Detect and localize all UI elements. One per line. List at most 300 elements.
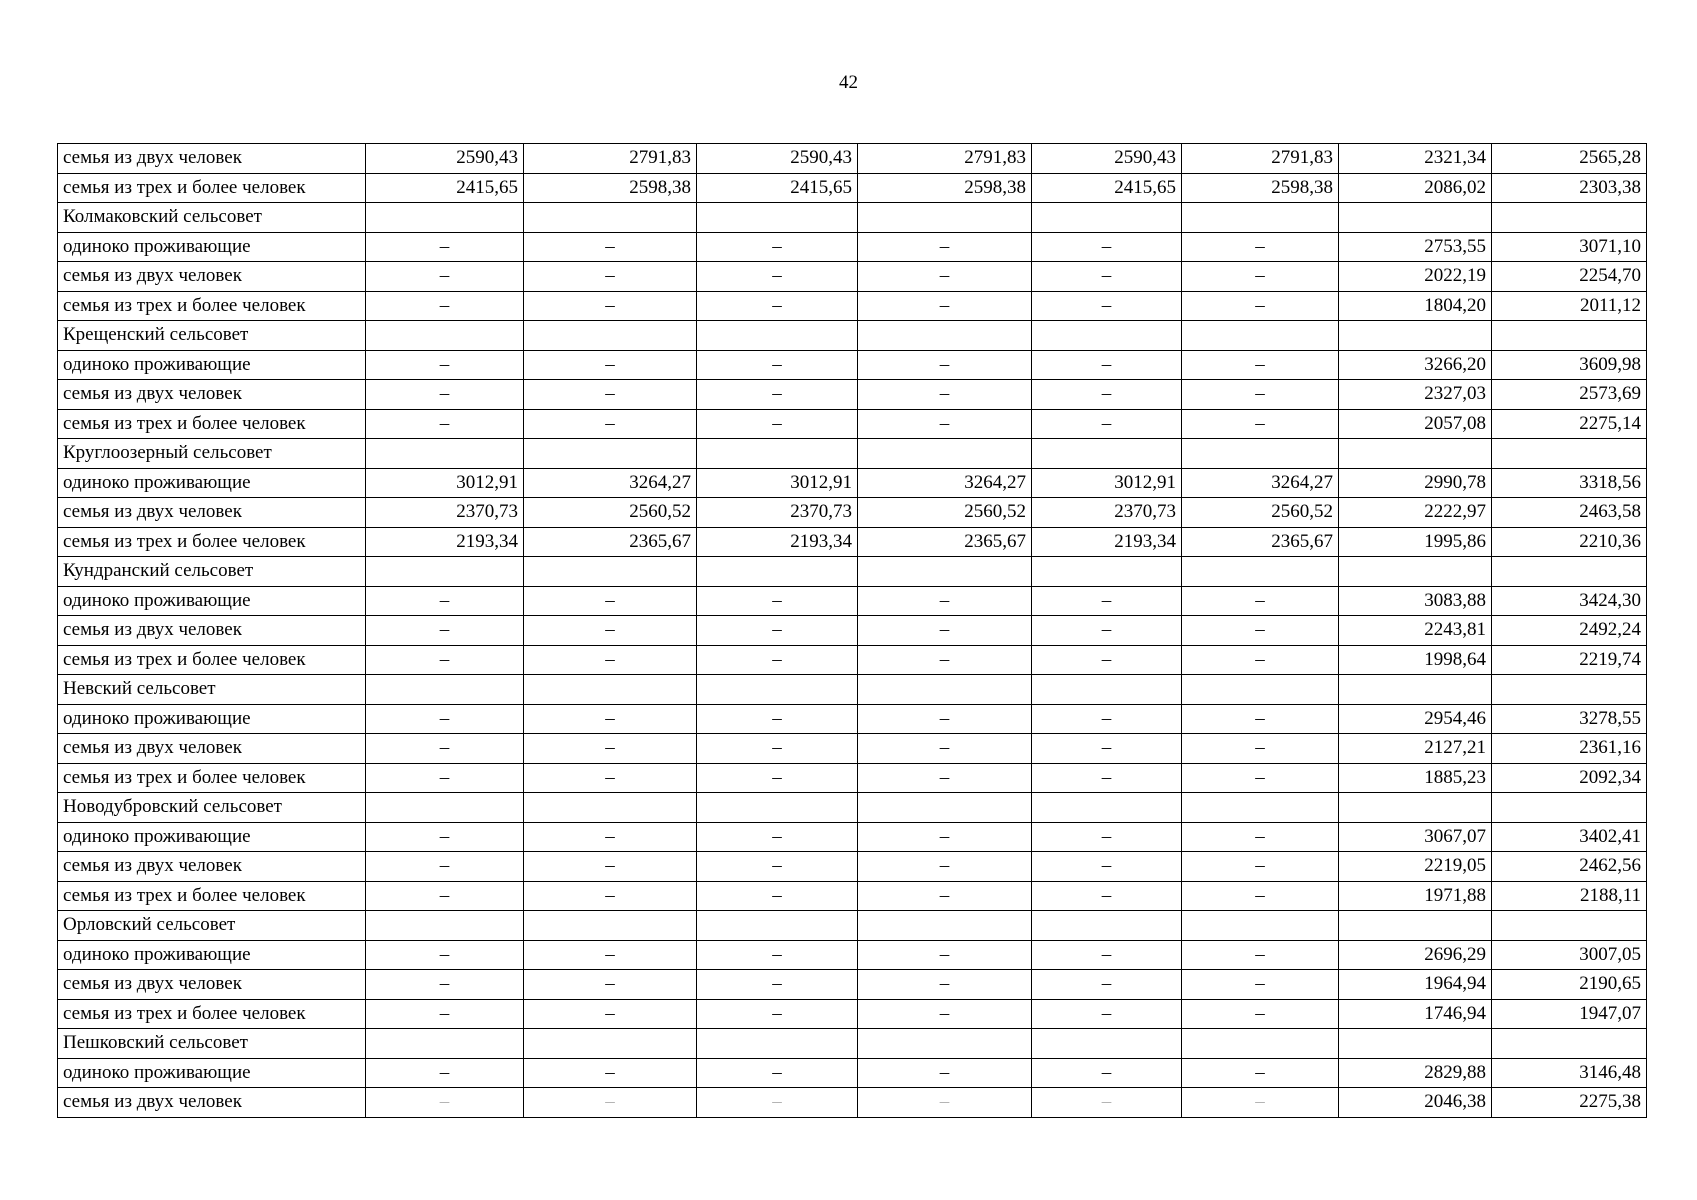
table-cell: – <box>524 380 697 410</box>
table-cell: – <box>858 704 1032 734</box>
table-row <box>58 380 1647 410</box>
row-label: Новодубровский сельсовет <box>58 793 366 823</box>
table-cell: – <box>697 734 858 764</box>
table-cell: – <box>858 734 1032 764</box>
table-cell: – <box>524 645 697 675</box>
table-cell: – <box>858 291 1032 321</box>
table-cell: – <box>366 262 524 292</box>
table-cell: 3146,48 <box>1492 1058 1647 1088</box>
table-cell: 3318,56 <box>1492 468 1647 498</box>
table-cell: – <box>697 763 858 793</box>
table-row <box>58 586 1647 616</box>
table-cell: – <box>858 1088 1032 1118</box>
table-cell: 2011,12 <box>1492 291 1647 321</box>
table-cell: 1746,94 <box>1339 999 1492 1029</box>
table-cell <box>1182 203 1339 233</box>
table-cell: – <box>366 232 524 262</box>
table-cell: 2361,16 <box>1492 734 1647 764</box>
table-cell: – <box>366 734 524 764</box>
table-cell <box>1339 793 1492 823</box>
table-cell: – <box>1032 232 1182 262</box>
table-cell: – <box>1032 734 1182 764</box>
table-cell: – <box>858 645 1032 675</box>
table-cell: – <box>1032 616 1182 646</box>
table-cell: – <box>697 970 858 1000</box>
table-cell: – <box>524 704 697 734</box>
table-row <box>58 852 1647 882</box>
table-cell: 2321,34 <box>1339 144 1492 174</box>
table-cell: – <box>697 291 858 321</box>
table-cell <box>524 557 697 587</box>
table-cell: 2560,52 <box>858 498 1032 528</box>
table-cell: – <box>1032 645 1182 675</box>
table-cell: – <box>366 350 524 380</box>
row-label: одиноко проживающие <box>58 350 366 380</box>
table-cell: 2303,38 <box>1492 173 1647 203</box>
table-cell: 1804,20 <box>1339 291 1492 321</box>
table-cell <box>524 911 697 941</box>
table-cell <box>697 557 858 587</box>
table-row <box>58 1058 1647 1088</box>
table-cell: – <box>366 970 524 1000</box>
row-label: семья из двух человек <box>58 380 366 410</box>
table-cell: 3402,41 <box>1492 822 1647 852</box>
table-cell: – <box>1182 970 1339 1000</box>
table-cell <box>1492 675 1647 705</box>
table-row <box>58 881 1647 911</box>
table-cell <box>858 557 1032 587</box>
table-cell: – <box>366 1058 524 1088</box>
row-label: семья из двух человек <box>58 734 366 764</box>
table-cell: – <box>1182 940 1339 970</box>
table-cell <box>697 793 858 823</box>
table-cell <box>697 1029 858 1059</box>
table-cell: 2365,67 <box>524 527 697 557</box>
table-cell: 1998,64 <box>1339 645 1492 675</box>
table-cell: 2092,34 <box>1492 763 1647 793</box>
table-cell: – <box>697 704 858 734</box>
table-cell <box>858 911 1032 941</box>
table-cell: – <box>858 999 1032 1029</box>
table-cell: – <box>697 380 858 410</box>
table-cell: – <box>858 616 1032 646</box>
table-cell <box>1492 793 1647 823</box>
table-cell: – <box>1182 704 1339 734</box>
table-cell: – <box>1032 291 1182 321</box>
table-cell: – <box>524 262 697 292</box>
table-cell <box>1339 439 1492 469</box>
table-row <box>58 498 1647 528</box>
table-row <box>58 1088 1647 1118</box>
table-cell <box>1032 203 1182 233</box>
table-cell: 2370,73 <box>1032 498 1182 528</box>
table-cell: 2127,21 <box>1339 734 1492 764</box>
table-cell <box>1032 321 1182 351</box>
table-cell: 3071,10 <box>1492 232 1647 262</box>
table-cell: – <box>524 1058 697 1088</box>
table-cell: – <box>1182 1058 1339 1088</box>
row-label: Круглоозерный сельсовет <box>58 439 366 469</box>
table-row <box>58 350 1647 380</box>
table-cell: 2462,56 <box>1492 852 1647 882</box>
table-cell: 3278,55 <box>1492 704 1647 734</box>
table-cell: – <box>524 350 697 380</box>
table-row <box>58 999 1647 1029</box>
row-label: Кундранский сельсовет <box>58 557 366 587</box>
table-cell: 1885,23 <box>1339 763 1492 793</box>
table-cell <box>524 203 697 233</box>
table-cell <box>1182 557 1339 587</box>
table-cell: 2463,58 <box>1492 498 1647 528</box>
table-cell: – <box>366 704 524 734</box>
table-cell <box>1339 675 1492 705</box>
table-cell: – <box>697 999 858 1029</box>
table-cell <box>858 793 1032 823</box>
table-row <box>58 262 1647 292</box>
table-cell <box>1182 1029 1339 1059</box>
table-cell: 3264,27 <box>1182 468 1339 498</box>
table-cell: – <box>858 822 1032 852</box>
table-cell: 2365,67 <box>858 527 1032 557</box>
table-cell: 3609,98 <box>1492 350 1647 380</box>
table-cell <box>858 439 1032 469</box>
table-cell: – <box>858 380 1032 410</box>
table-cell: 3424,30 <box>1492 586 1647 616</box>
table-cell: 3012,91 <box>697 468 858 498</box>
row-label: семья из двух человек <box>58 498 366 528</box>
table-cell: – <box>524 940 697 970</box>
table-cell <box>697 203 858 233</box>
table-cell: – <box>366 852 524 882</box>
table-cell: – <box>858 970 1032 1000</box>
table-cell: – <box>1032 262 1182 292</box>
table-cell: 2254,70 <box>1492 262 1647 292</box>
table-cell: – <box>1182 409 1339 439</box>
table-cell: 2210,36 <box>1492 527 1647 557</box>
table-cell <box>1032 911 1182 941</box>
table-cell: – <box>697 350 858 380</box>
table-cell <box>366 675 524 705</box>
table-row <box>58 439 1647 469</box>
table-row <box>58 1029 1647 1059</box>
table-cell <box>1032 675 1182 705</box>
table-cell <box>1492 439 1647 469</box>
table-cell: 2057,08 <box>1339 409 1492 439</box>
table-cell <box>1339 321 1492 351</box>
table-cell: – <box>1182 763 1339 793</box>
table-cell: 2190,65 <box>1492 970 1647 1000</box>
page-number: 42 <box>839 72 858 93</box>
table-row <box>58 557 1647 587</box>
table-cell: 2492,24 <box>1492 616 1647 646</box>
table-cell: – <box>697 1088 858 1118</box>
table-cell: 2990,78 <box>1339 468 1492 498</box>
table-cell: 2046,38 <box>1339 1088 1492 1118</box>
table-cell <box>524 675 697 705</box>
table-cell <box>1182 793 1339 823</box>
table-cell: – <box>524 291 697 321</box>
table-row <box>58 291 1647 321</box>
table-cell: – <box>1182 262 1339 292</box>
table-cell: 2598,38 <box>1182 173 1339 203</box>
table-cell: 2365,67 <box>1182 527 1339 557</box>
table-cell: – <box>858 852 1032 882</box>
table-cell: 2370,73 <box>366 498 524 528</box>
table-cell: – <box>1032 1058 1182 1088</box>
table-cell: 2560,52 <box>1182 498 1339 528</box>
table-cell <box>1032 439 1182 469</box>
table-cell: 2560,52 <box>524 498 697 528</box>
table-cell: – <box>524 616 697 646</box>
row-label: Крещенский сельсовет <box>58 321 366 351</box>
table-cell: – <box>1182 852 1339 882</box>
table-cell: – <box>524 734 697 764</box>
table-body <box>58 144 1647 1118</box>
table-cell: – <box>1032 1088 1182 1118</box>
table-cell: – <box>1032 940 1182 970</box>
table-cell: – <box>366 616 524 646</box>
table-cell <box>524 793 697 823</box>
table-cell: – <box>1182 734 1339 764</box>
table-cell: – <box>524 999 697 1029</box>
table-cell: 2370,73 <box>697 498 858 528</box>
row-label: семья из двух человек <box>58 262 366 292</box>
table-cell: – <box>1032 704 1182 734</box>
table-cell: – <box>697 409 858 439</box>
table-cell: 2193,34 <box>366 527 524 557</box>
table-row <box>58 793 1647 823</box>
table-cell: 2222,97 <box>1339 498 1492 528</box>
table-cell: – <box>1182 350 1339 380</box>
table-cell <box>858 321 1032 351</box>
table-cell: – <box>1182 380 1339 410</box>
table-cell: – <box>858 1058 1032 1088</box>
table-cell <box>697 321 858 351</box>
table-row <box>58 645 1647 675</box>
row-label: семья из трех и более человек <box>58 999 366 1029</box>
row-label: семья из трех и более человек <box>58 527 366 557</box>
table-cell: – <box>697 940 858 970</box>
table-cell <box>697 675 858 705</box>
table-cell: – <box>1182 586 1339 616</box>
table-cell: – <box>1182 645 1339 675</box>
table-cell: – <box>858 262 1032 292</box>
table-cell <box>1339 1029 1492 1059</box>
table-cell: 3012,91 <box>1032 468 1182 498</box>
table-cell <box>366 321 524 351</box>
row-label: Орловский сельсовет <box>58 911 366 941</box>
table-cell: 2415,65 <box>1032 173 1182 203</box>
table-row <box>58 468 1647 498</box>
table-row <box>58 232 1647 262</box>
table-cell: – <box>858 409 1032 439</box>
table-cell <box>858 1029 1032 1059</box>
table-cell: – <box>366 881 524 911</box>
table-cell <box>1032 793 1182 823</box>
table-cell <box>524 321 697 351</box>
table-cell: – <box>1032 586 1182 616</box>
table-row <box>58 173 1647 203</box>
table-cell: 3266,20 <box>1339 350 1492 380</box>
table-cell <box>366 203 524 233</box>
table-cell: – <box>524 970 697 1000</box>
table-row <box>58 409 1647 439</box>
table-cell: – <box>697 822 858 852</box>
table-cell: – <box>524 763 697 793</box>
table-cell <box>1492 911 1647 941</box>
table-cell: – <box>524 1088 697 1118</box>
table-cell: – <box>1032 999 1182 1029</box>
table-cell <box>1182 439 1339 469</box>
table-cell: 2573,69 <box>1492 380 1647 410</box>
table-cell: – <box>697 852 858 882</box>
table-cell: – <box>366 645 524 675</box>
table-cell <box>1182 675 1339 705</box>
table-cell <box>1492 321 1647 351</box>
table-cell: – <box>858 940 1032 970</box>
row-label: семья из двух человек <box>58 616 366 646</box>
row-label: семья из трех и более человек <box>58 881 366 911</box>
table-row <box>58 203 1647 233</box>
table-cell: – <box>697 262 858 292</box>
table-cell: 2243,81 <box>1339 616 1492 646</box>
table-cell: – <box>524 409 697 439</box>
table-cell: – <box>524 881 697 911</box>
table-cell: 2219,74 <box>1492 645 1647 675</box>
table-cell <box>1339 557 1492 587</box>
table-cell <box>366 439 524 469</box>
table-row <box>58 144 1647 174</box>
table-cell: 1995,86 <box>1339 527 1492 557</box>
row-label: одиноко проживающие <box>58 822 366 852</box>
table-cell <box>524 1029 697 1059</box>
table-cell: 2086,02 <box>1339 173 1492 203</box>
table-cell: – <box>858 232 1032 262</box>
table-cell: – <box>697 1058 858 1088</box>
table-cell <box>1492 1029 1647 1059</box>
table-cell: – <box>858 586 1032 616</box>
table-cell: – <box>858 881 1032 911</box>
tariff-table <box>57 143 1647 1118</box>
table-cell: – <box>858 350 1032 380</box>
table-cell <box>1492 557 1647 587</box>
table-cell: – <box>366 1088 524 1118</box>
row-label: семья из двух человек <box>58 970 366 1000</box>
table-cell <box>1339 203 1492 233</box>
table-cell: – <box>366 940 524 970</box>
table-cell: 1947,07 <box>1492 999 1647 1029</box>
table-cell: 2590,43 <box>697 144 858 174</box>
table-cell: – <box>697 645 858 675</box>
table-cell <box>1032 557 1182 587</box>
table-cell: 3067,07 <box>1339 822 1492 852</box>
table-cell: – <box>1032 350 1182 380</box>
table-cell: 2590,43 <box>366 144 524 174</box>
table-cell: 2219,05 <box>1339 852 1492 882</box>
table-cell: 2598,38 <box>858 173 1032 203</box>
table-cell: 2415,65 <box>697 173 858 203</box>
table-cell: 2791,83 <box>1182 144 1339 174</box>
table-cell <box>366 557 524 587</box>
table-cell: 2791,83 <box>858 144 1032 174</box>
row-label: одиноко проживающие <box>58 586 366 616</box>
row-label: Колмаковский сельсовет <box>58 203 366 233</box>
table-cell: 2188,11 <box>1492 881 1647 911</box>
table-cell: – <box>858 763 1032 793</box>
table-row <box>58 527 1647 557</box>
table-cell <box>1492 203 1647 233</box>
table-cell: 2193,34 <box>1032 527 1182 557</box>
table-row <box>58 911 1647 941</box>
table-cell: 2275,38 <box>1492 1088 1647 1118</box>
table-cell: – <box>697 881 858 911</box>
table-row <box>58 822 1647 852</box>
table-row <box>58 734 1647 764</box>
table-cell <box>1182 911 1339 941</box>
table-cell: – <box>366 291 524 321</box>
table-cell <box>697 439 858 469</box>
table-cell: 2565,28 <box>1492 144 1647 174</box>
table-cell <box>366 793 524 823</box>
table-row <box>58 675 1647 705</box>
table-cell: – <box>524 586 697 616</box>
row-label: одиноко проживающие <box>58 232 366 262</box>
table-cell <box>366 911 524 941</box>
table-cell <box>1182 321 1339 351</box>
table-cell: – <box>1182 291 1339 321</box>
table-cell: 2954,46 <box>1339 704 1492 734</box>
table-cell <box>524 439 697 469</box>
table-cell: – <box>1032 970 1182 1000</box>
table-cell: – <box>1032 852 1182 882</box>
row-label: семья из двух человек <box>58 144 366 174</box>
row-label: семья из трех и более человек <box>58 763 366 793</box>
table-cell: – <box>697 616 858 646</box>
row-label: семья из трех и более человек <box>58 291 366 321</box>
table-cell: 2753,55 <box>1339 232 1492 262</box>
table-cell: – <box>1032 409 1182 439</box>
table-cell: – <box>1182 1088 1339 1118</box>
table-cell: – <box>697 232 858 262</box>
table-cell: – <box>1032 881 1182 911</box>
table-cell: – <box>1182 822 1339 852</box>
table-cell <box>858 203 1032 233</box>
table-cell: 1964,94 <box>1339 970 1492 1000</box>
table-cell <box>366 1029 524 1059</box>
table-cell: 2696,29 <box>1339 940 1492 970</box>
row-label: семья из двух человек <box>58 1088 366 1118</box>
table-cell: 3012,91 <box>366 468 524 498</box>
table-cell: 3007,05 <box>1492 940 1647 970</box>
table-cell: – <box>524 822 697 852</box>
table-cell: 2275,14 <box>1492 409 1647 439</box>
table-cell: – <box>1032 763 1182 793</box>
row-label: одиноко проживающие <box>58 1058 366 1088</box>
table-row <box>58 970 1647 1000</box>
table-row <box>58 940 1647 970</box>
table-cell: – <box>366 999 524 1029</box>
table-cell: 3264,27 <box>524 468 697 498</box>
table-cell: – <box>1182 881 1339 911</box>
row-label: семья из трех и более человек <box>58 645 366 675</box>
table-cell: 2022,19 <box>1339 262 1492 292</box>
table-cell: – <box>366 763 524 793</box>
row-label: семья из трех и более человек <box>58 409 366 439</box>
table-cell: – <box>524 852 697 882</box>
table-cell: 3083,88 <box>1339 586 1492 616</box>
table-cell: 2415,65 <box>366 173 524 203</box>
table-cell <box>1339 911 1492 941</box>
